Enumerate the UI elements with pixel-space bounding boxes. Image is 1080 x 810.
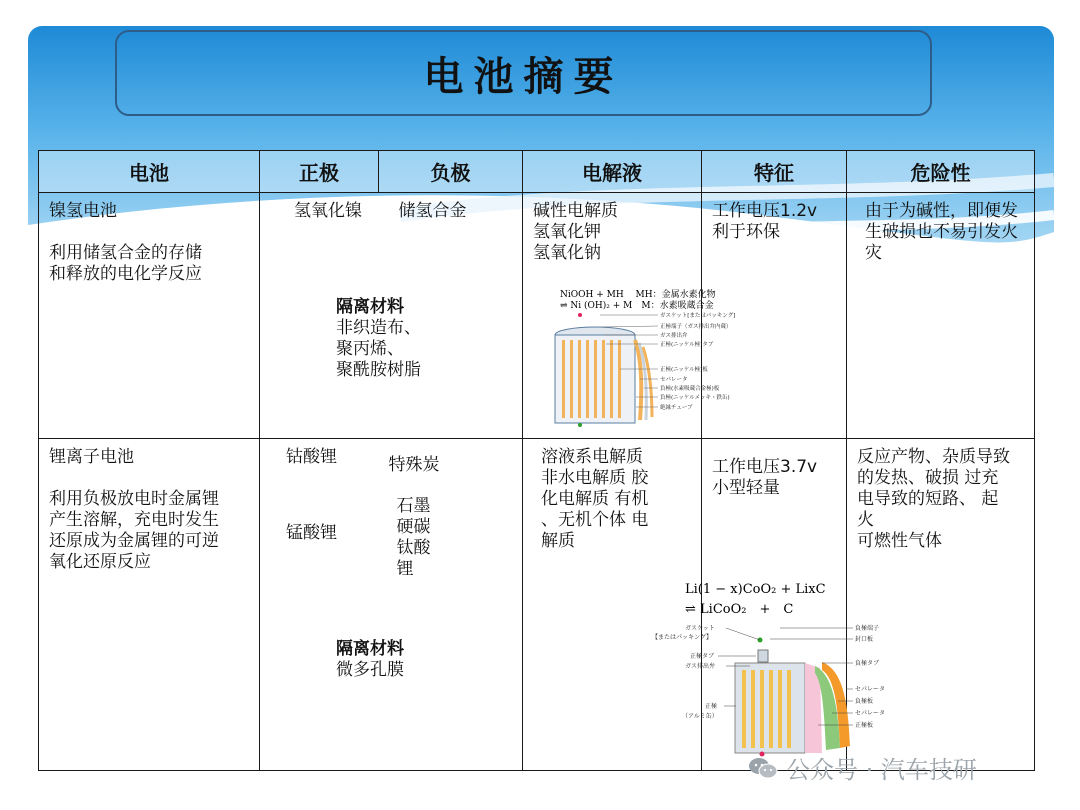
header-electrolyte: 电解液 xyxy=(523,151,702,193)
feature-line: 利于环保 xyxy=(712,222,780,242)
liion-cell-drawing xyxy=(735,638,850,757)
hazard-line: 电导致的短路、 起 xyxy=(857,489,999,509)
header-positive: 正极 xyxy=(260,151,379,193)
battery-name: 锂离子电池 xyxy=(49,447,134,467)
header-features: 特征 xyxy=(702,151,847,193)
separator-material: 非织造布、 xyxy=(336,318,421,338)
electrolyte-line: 氢氧化钾 xyxy=(533,222,601,242)
header-hazards: 危险性 xyxy=(847,151,1035,193)
liion-diagram-label: 【またはパッキング】 xyxy=(652,634,713,641)
negative-material: 储氢合金 xyxy=(398,201,467,221)
negative-material: 特殊炭 xyxy=(388,455,440,475)
nimh-diagram-label: 正極(ニッケル極)タブ xyxy=(660,342,714,348)
nimh-diagram-label: ガスケット[またはパッキング] xyxy=(660,313,736,319)
liion-diagram-label: 負極板 xyxy=(855,698,874,705)
liion-diagram-label: セパレータ xyxy=(855,686,886,693)
title-box xyxy=(115,30,932,116)
liion-diagram-label: 負極タブ xyxy=(855,660,880,667)
separator-material: 微多孔膜 xyxy=(336,660,404,680)
electrolyte-line: 氢氧化钠 xyxy=(533,243,601,263)
feature-line: 工作电压3.7v xyxy=(712,457,818,477)
feature-line: 小型轻量 xyxy=(712,478,780,498)
cell-positive xyxy=(260,439,404,771)
battery-desc-line: 还原成为金属锂的可逆 xyxy=(49,531,219,551)
negative-material: 硬碳 xyxy=(396,517,431,537)
battery-desc-line: 利用储氢合金的存储 xyxy=(49,243,202,263)
positive-material: 锰酸锂 xyxy=(286,523,337,543)
electrolyte-line: 碱性电解质 xyxy=(533,201,618,221)
separator-title: 隔离材料 xyxy=(336,639,404,659)
page-title: 电池摘要 xyxy=(423,53,624,100)
battery-desc-line: 氧化还原反应 xyxy=(49,552,151,572)
nimh-diagram-label: 負極(水素吸蔵合金極)板 xyxy=(660,386,720,392)
separator-material: 聚丙烯、 xyxy=(336,339,404,359)
electrolyte-line: 解质 xyxy=(541,531,575,551)
liion-diagram-label: 封口板 xyxy=(855,636,874,643)
battery-desc-line: 利用负极放电时金属锂 xyxy=(49,489,219,509)
battery-name: 镍氢电池 xyxy=(49,201,117,221)
liion-diagram-label: 正極タブ xyxy=(690,653,715,660)
positive-material: 钴酸锂 xyxy=(286,447,337,467)
negative-material: 锂 xyxy=(396,559,414,579)
liion-diagram-label: ガスケット xyxy=(685,625,715,632)
cell-hazards xyxy=(847,193,1035,439)
nimh-diagram-label: 正極端子（ガス排出弁内蔵） xyxy=(660,324,732,330)
liion-diagram-label: 正極板 xyxy=(855,722,874,729)
positive-material: 氢氧化镍 xyxy=(294,201,362,221)
separator-material: 聚酰胺树脂 xyxy=(336,360,421,380)
liion-diagram-label: 正極 xyxy=(705,703,718,710)
header-battery: 电池 xyxy=(39,151,260,193)
watermark-text: 公众号 · 汽车技研 xyxy=(786,756,977,784)
battery-desc-line: 产生溶解，充电时发生 xyxy=(49,510,219,530)
hazard-line: 反应产物、杂质导致 xyxy=(857,447,1010,467)
liion-diagram-label: （アルミ缶） xyxy=(682,713,718,720)
nimh-diagram-label: セパレータ xyxy=(660,377,688,383)
liion-formula-line: ⇌ LiCoO₂ + C xyxy=(685,602,794,617)
liion-diagram-label: セパレータ xyxy=(855,710,886,717)
nimh-formula-line: ⇌ Ni (OH)₂ + M M：水素吸蔵合金 xyxy=(560,301,714,311)
electrolyte-line: 化电解质 有机 xyxy=(541,489,649,509)
separator-title: 隔离材料 xyxy=(336,297,404,317)
nimh-cell-drawing xyxy=(555,313,652,427)
table-header-row xyxy=(39,151,1035,193)
electrolyte-line: 非水电解质 胶 xyxy=(541,468,649,488)
nimh-diagram-label: ガス排出弁 xyxy=(660,333,688,339)
watermark xyxy=(748,750,977,785)
liion-diagram-label: 負極端子 xyxy=(855,625,880,632)
nimh-battery-diagram xyxy=(540,285,770,435)
cell-positive xyxy=(260,193,421,439)
hazard-line: 由于为碱性，即便发 xyxy=(865,201,1018,221)
nimh-diagram-label: 正極(ニッケル極)板 xyxy=(660,367,708,373)
hazard-line: 可燃性气体 xyxy=(857,531,942,551)
hazard-line: 火 xyxy=(857,510,874,530)
hazard-line: 的发热、破损 过充 xyxy=(857,468,999,488)
liion-diagram-label: ガス排出弁 xyxy=(685,663,716,670)
liion-formula-line: Li(1 − x)CoO₂ + LixC xyxy=(685,582,826,597)
header-negative: 负极 xyxy=(379,151,523,193)
cell-negative xyxy=(379,439,523,771)
nimh-formula-line: NiOOH + MH MH：金属水素化物 xyxy=(560,290,716,300)
electrolyte-line: 溶液系电解质 xyxy=(541,447,643,467)
hazard-line: 生破损也不易引发火 xyxy=(865,222,1018,242)
nimh-diagram-label: 負極(ニッケルメッキ・鉄缶) xyxy=(660,395,730,401)
cell-battery xyxy=(39,193,260,439)
hazard-line: 灾 xyxy=(865,243,882,263)
cell-negative xyxy=(379,193,523,439)
negative-material: 石墨 xyxy=(396,496,431,516)
battery-desc-line: 和释放的电化学反应 xyxy=(49,264,202,284)
table-row xyxy=(39,193,1035,439)
electrolyte-line: 、无机个体 电 xyxy=(541,510,649,530)
negative-material: 钛酸 xyxy=(396,538,431,558)
liion-battery-diagram xyxy=(650,578,900,758)
nimh-diagram-label: 絶縁チューブ xyxy=(660,405,693,411)
cell-battery xyxy=(39,439,260,771)
feature-line: 工作电压1.2v xyxy=(712,201,818,221)
wechat-icon xyxy=(748,756,778,780)
